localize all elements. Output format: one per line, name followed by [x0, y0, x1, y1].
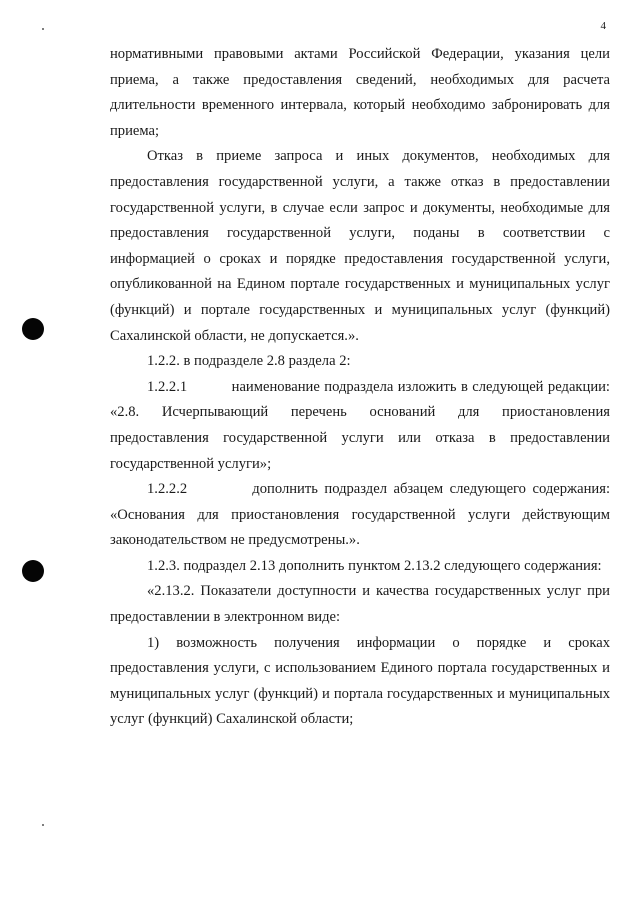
- punch-hole-lower: [22, 560, 44, 582]
- paragraph-item-2-13-2: «2.13.2. Показатели доступности и качества государственных услуг при предоставлении в электронном виде:: [110, 583, 610, 626]
- paragraph-list-item-1: 1) возможность получения информации о порядке и сроках предоставления услуги, с использованием Единого портала государственных и муниципальных услуг (функций) и портала государственных и муниципальных услуг (функций) Сахалинской области;: [110, 634, 610, 728]
- paragraph-item-1-2-2-1: 1.2.2.1 наименование подраздела изложить в следующей редакции: «2.8. Исчерпывающий перечень оснований для приостановления предоставления государственной услуги или отказа в предоставлении государственной услуги»;: [110, 378, 614, 472]
- paragraph-refusal-not-allowed: Отказ в приеме запроса и иных документов, необходимых для предоставления государственной услуги, а также отказ в предоставлении государственной услуги, в случае если запрос и документы, необходимые для предоставления государственной услуги, поданы в соответствии с информацией о сроках и порядке предоставления государственной услуги, опубликованной на Едином портале государственных и муниципальных услуг (функций) и портале государственных и муниципальных услуг (функций) Сахалинской области, не допускается.».: [110, 148, 610, 344]
- paragraph-item-1-2-2: 1.2.2. в подразделе 2.8 раздела 2:: [147, 353, 351, 370]
- punch-hole-upper: [22, 318, 44, 340]
- page-number: 4: [600, 20, 606, 32]
- scan-speck: [42, 28, 44, 30]
- paragraph-booking-info: нормативными правовыми актами Российской Федерации, указания цели приема, а также предоставления сведений, необходимых для расчета длительности временного интервала, который необходимо забронировать для приема;: [110, 46, 610, 139]
- scan-speck: [42, 824, 44, 826]
- paragraph-item-1-2-2-2: 1.2.2.2 дополнить подраздел абзацем следующего содержания: «Основания для приостановления государственной услуги действующим законодательством не предусмотрены.».: [110, 481, 614, 549]
- document-body: [110, 42, 614, 733]
- paragraph-item-1-2-3: 1.2.3. подраздел 2.13 дополнить пунктом 2.13.2 следующего содержания:: [147, 557, 602, 574]
